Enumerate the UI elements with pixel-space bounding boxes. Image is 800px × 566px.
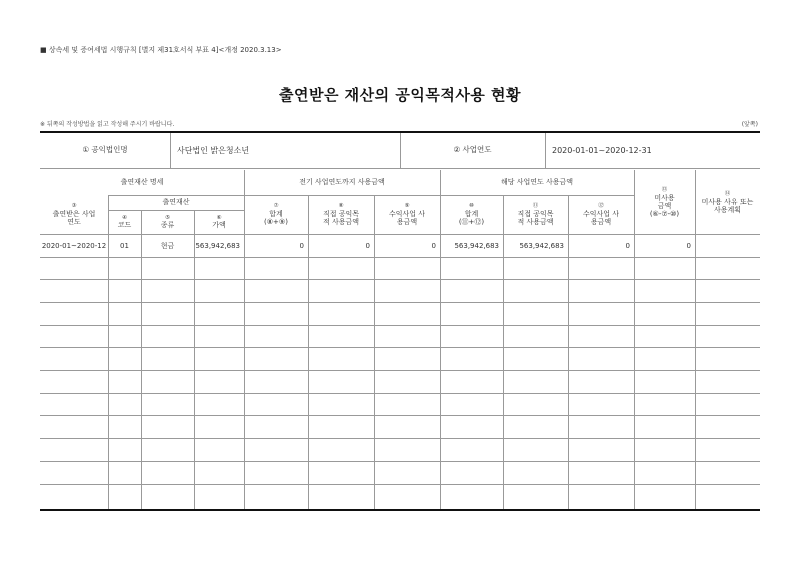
col-received-year-label: 출연받은 사업연도 bbox=[52, 209, 96, 226]
col-curr-direct: ⑪ 직접 공익목적 사용금액 bbox=[517, 203, 554, 226]
group-donated-property: 출연재산 bbox=[162, 198, 190, 207]
row-value: 563,942,683 bbox=[195, 241, 240, 250]
row-received-year: 2020-01~2020-12 bbox=[41, 241, 107, 250]
col-prev-total: ⑦ 합계 (⑧+⑨) bbox=[264, 203, 288, 226]
law-reference: ■ 상속세 및 증여세법 시행규칙 [별지 제31호서식 부표 4]<개정 2020.3.13> bbox=[40, 46, 282, 54]
business-year-label: ② 사업연도 bbox=[453, 145, 492, 155]
row-curr-profit: 0 bbox=[625, 241, 630, 250]
row-curr-direct: 563,942,683 bbox=[519, 241, 564, 250]
col-unused-reason: ⑭ 미사용 사유 또는 사용계획 bbox=[701, 191, 754, 214]
col-received-year bbox=[40, 196, 108, 234]
row-prev-profit: 0 bbox=[431, 241, 436, 250]
page-side-label: (앞쪽) bbox=[741, 121, 758, 128]
row-unused-reason bbox=[695, 235, 760, 257]
group-donation-details: 출연재산 명세 bbox=[120, 178, 164, 187]
row-unused-amount: 0 bbox=[686, 241, 691, 250]
row-prev-direct: 0 bbox=[365, 241, 370, 250]
instruction-note: ※ 뒤쪽의 작성방법을 읽고 작성해 주시기 바랍니다. bbox=[40, 121, 175, 128]
org-name-value: 사단법인 밝은청소년 bbox=[177, 145, 250, 155]
bottom-border bbox=[40, 509, 760, 511]
col-received-year-number: ③ bbox=[71, 203, 77, 210]
group-previous-years: 전기 사업연도까지 사용금액 bbox=[299, 178, 385, 187]
col-unused-amount: ⑬ 미사용 금액 (⑥-⑦-⑩) bbox=[649, 187, 680, 218]
col-curr-total: ⑩ 합계 (⑪+⑫) bbox=[458, 203, 485, 226]
col-prev-direct: ⑧ 직접 공익목적 사용금액 bbox=[322, 203, 360, 226]
page-title: 출연받은 재산의 공익목적사용 현황 bbox=[278, 86, 522, 104]
row-code: 01 bbox=[120, 241, 129, 250]
col-value: ⑥ 가액 bbox=[212, 214, 226, 230]
col-curr-profit: ⑫ 수익사업 사용금액 bbox=[582, 203, 620, 226]
group-current-year: 해당 사업연도 사용금액 bbox=[500, 178, 574, 187]
org-name-label: ① 공익법인명 bbox=[82, 145, 128, 155]
row-curr-total: 563,942,683 bbox=[454, 241, 499, 250]
col-code: ④ 코드 bbox=[117, 214, 132, 230]
col-prev-profit: ⑨ 수익사업 사용금액 bbox=[388, 203, 426, 226]
col-type: ⑤ 종류 bbox=[160, 214, 175, 230]
row-prev-total: 0 bbox=[299, 241, 304, 250]
business-year-value: 2020-01-01~2020-12-31 bbox=[552, 145, 652, 155]
info-divider bbox=[40, 168, 760, 169]
row-type: 현금 bbox=[160, 241, 175, 250]
